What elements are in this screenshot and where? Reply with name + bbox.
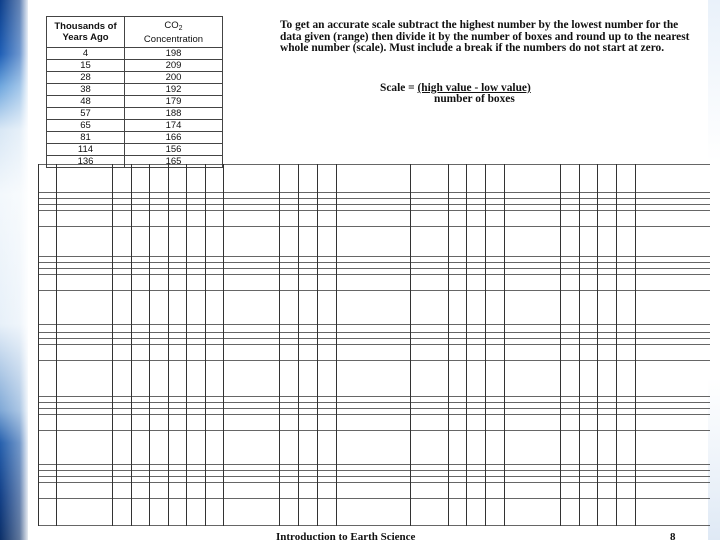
scale-formula: [380, 82, 680, 105]
cell-co2: 179: [125, 96, 223, 108]
cell-years: 4: [47, 48, 125, 60]
table-row: [47, 84, 223, 96]
cell-co2: 200: [125, 72, 223, 84]
cell-years: 81: [47, 132, 125, 144]
graph-grid: [38, 164, 710, 526]
table-row: [47, 144, 223, 156]
formula-denominator: number of boxes: [434, 93, 515, 105]
table-row: [47, 120, 223, 132]
header-co2-prefix: CO: [164, 19, 179, 31]
table-row: [47, 60, 223, 72]
header-co2-sub: 2: [178, 24, 183, 32]
cell-co2: 209: [125, 60, 223, 72]
cell-years: 28: [47, 72, 125, 84]
cell-co2: 174: [125, 120, 223, 132]
cell-years: 57: [47, 108, 125, 120]
cell-co2: 166: [125, 132, 223, 144]
table-row: [47, 48, 223, 60]
cell-co2: 188: [125, 108, 223, 120]
cell-years: 114: [47, 144, 125, 156]
header-years: Thousands of Years Ago: [47, 17, 125, 48]
graph-grid-lines: [38, 164, 710, 526]
cell-co2: 192: [125, 84, 223, 96]
slide-background-left: [0, 0, 28, 540]
page-number: 8: [670, 531, 676, 540]
cell-co2: 156: [125, 144, 223, 156]
cell-co2: 198: [125, 48, 223, 60]
cell-years: 65: [47, 120, 125, 132]
co2-data-table: [46, 16, 223, 168]
table-row: [47, 96, 223, 108]
table-body: [47, 48, 223, 168]
footer: [276, 531, 696, 540]
header-co2: [125, 17, 223, 48]
cell-years: 136: [47, 156, 125, 168]
table-row: [47, 72, 223, 84]
header-co2-suffix: Concentration: [143, 33, 204, 45]
cell-years: 48: [47, 96, 125, 108]
cell-years: 38: [47, 84, 125, 96]
table-row: [47, 108, 223, 120]
cell-co2: 165: [125, 156, 223, 168]
footer-title: Introduction to Earth Science: [276, 531, 416, 540]
scale-instructions: To get an accurate scale subtract the highest number by the lowest number for the data given (range) then divide it by the number of boxes and round up to the nearest whole number (scale). Must include a break if the numbers do not start at zero.: [280, 19, 690, 55]
formula-label: Scale =: [380, 82, 418, 94]
cell-years: 15: [47, 60, 125, 72]
formula-numerator: (high value - low value): [417, 82, 531, 94]
table-row: [47, 132, 223, 144]
